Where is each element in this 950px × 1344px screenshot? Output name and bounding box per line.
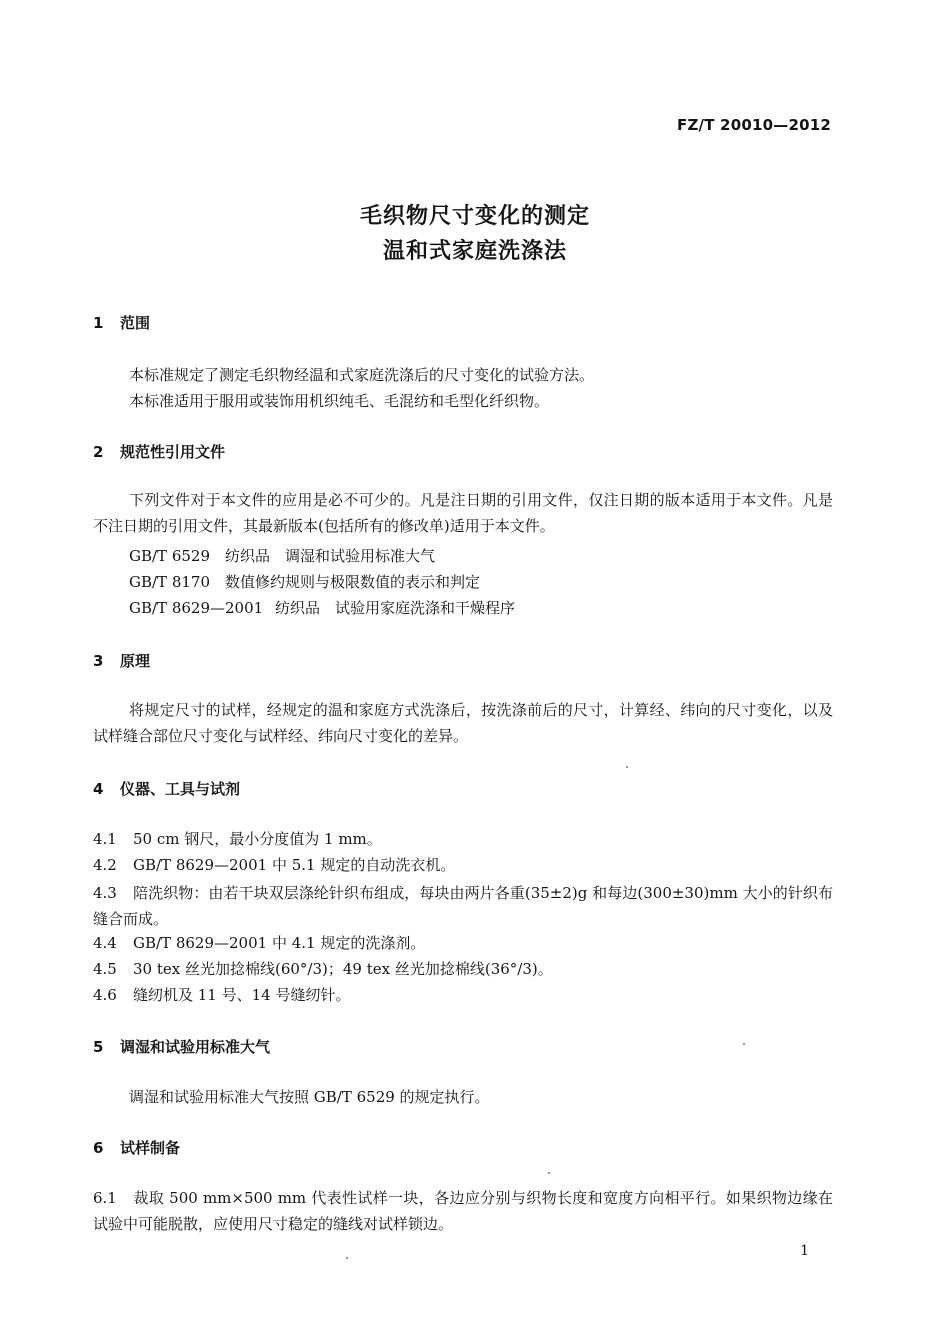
section-number: 5 xyxy=(93,1038,104,1056)
section-2-intro: 下列文件对于本文件的应用是必不可少的。凡是注日期的引用文件，仅注日期的版本适用于本文件。凡是不注日期的引用文件，其最新版本(包括所有的修改单)适用于本文件。 xyxy=(93,491,833,535)
section-number: 3 xyxy=(93,652,104,670)
section-title: 调湿和试验用标准大气 xyxy=(120,1038,271,1056)
reference-title: 纺织品 试验用家庭洗涤和干燥程序 xyxy=(275,599,516,617)
clause-number: 4.4 xyxy=(93,934,117,952)
section-title: 原理 xyxy=(120,652,151,670)
clause-number: 4.3 xyxy=(93,884,117,902)
section-1-paragraph-2: 本标准适用于服用或装饰用机织纯毛、毛混纺和毛型化纤织物。 xyxy=(129,392,550,410)
clause-text: 陪洗织物：由若干块双层涤纶针织布组成，每块由两片各重(35±2)g 和每边(300±30)mm 大小的针织布缝合而成。 xyxy=(93,884,833,928)
reference-code: GB/T 8629—2001 xyxy=(129,599,264,617)
section-5-paragraph: 调湿和试验用标准大气按照 GB/T 6529 的规定执行。 xyxy=(129,1088,490,1106)
reference-item xyxy=(129,597,515,618)
clause-text: 50 cm 钢尺，最小分度值为 1 mm。 xyxy=(133,830,382,848)
section-4-heading xyxy=(93,778,240,799)
reference-title: 纺织品 调湿和试验用标准大气 xyxy=(225,547,436,565)
clause-4-3 xyxy=(93,880,833,932)
clause-number: 6.1 xyxy=(93,1189,117,1207)
reference-code: GB/T 6529 xyxy=(129,547,211,565)
section-5-heading xyxy=(93,1036,270,1057)
section-title: 仪器、工具与试剂 xyxy=(120,780,241,798)
scan-speck xyxy=(743,1043,745,1045)
section-3-heading xyxy=(93,650,150,671)
standard-code: FZ/T 20010—2012 xyxy=(677,116,831,134)
clause-4-5 xyxy=(93,958,553,979)
clause-text: GB/T 8629—2001 中 5.1 规定的自动洗衣机。 xyxy=(133,856,456,874)
clause-6-1 xyxy=(93,1185,833,1237)
section-1-heading xyxy=(93,312,150,333)
clause-4-2 xyxy=(93,854,455,875)
clause-text: 30 tex 丝光加捻棉线(60°/3)；49 tex 丝光加捻棉线(36°/3)。 xyxy=(133,960,553,978)
page-number: 1 xyxy=(800,1243,809,1259)
clause-number: 4.6 xyxy=(93,986,117,1004)
scan-speck xyxy=(548,1172,550,1174)
clause-number: 4.1 xyxy=(93,830,117,848)
section-number: 4 xyxy=(93,780,104,798)
clause-text: 缝纫机及 11 号、14 号缝纫针。 xyxy=(133,986,351,1004)
clause-text: 裁取 500 mm×500 mm 代表性试样一块，各边应分别与织物长度和宽度方向相平行。如果织物边缘在试验中可能脱散，应使用尺寸稳定的缝线对试样锁边。 xyxy=(93,1189,833,1233)
clause-4-6 xyxy=(93,984,350,1005)
scan-speck xyxy=(626,766,628,768)
section-title: 规范性引用文件 xyxy=(120,443,226,461)
clause-4-1 xyxy=(93,828,382,849)
scan-speck xyxy=(346,1257,348,1259)
section-3-paragraph: 将规定尺寸的试样，经规定的温和家庭方式洗涤后，按洗涤前后的尺寸，计算经、纬向的尺寸变化，以及试样缝合部位尺寸变化与试样经、纬向尺寸变化的差异。 xyxy=(93,701,833,745)
reference-item xyxy=(129,545,435,566)
section-2-heading xyxy=(93,441,225,462)
clause-number: 4.5 xyxy=(93,960,117,978)
section-number: 6 xyxy=(93,1139,104,1157)
reference-title: 数值修约规则与极限数值的表示和判定 xyxy=(225,573,481,591)
section-title: 范围 xyxy=(120,314,151,332)
reference-item xyxy=(129,571,480,592)
clause-4-4 xyxy=(93,932,425,953)
title-line-2: 温和式家庭洗涤法 xyxy=(382,239,567,264)
title-line-1: 毛织物尺寸变化的测定 xyxy=(359,204,590,229)
clause-text: GB/T 8629—2001 中 4.1 规定的洗涤剂。 xyxy=(133,934,426,952)
section-number: 2 xyxy=(93,443,104,461)
section-number: 1 xyxy=(93,314,104,332)
reference-code: GB/T 8170 xyxy=(129,573,211,591)
section-1-paragraph-1: 本标准规定了测定毛织物经温和式家庭洗涤后的尺寸变化的试验方法。 xyxy=(129,366,595,384)
clause-number: 4.2 xyxy=(93,856,117,874)
section-6-heading xyxy=(93,1137,180,1158)
section-title: 试样制备 xyxy=(120,1139,181,1157)
